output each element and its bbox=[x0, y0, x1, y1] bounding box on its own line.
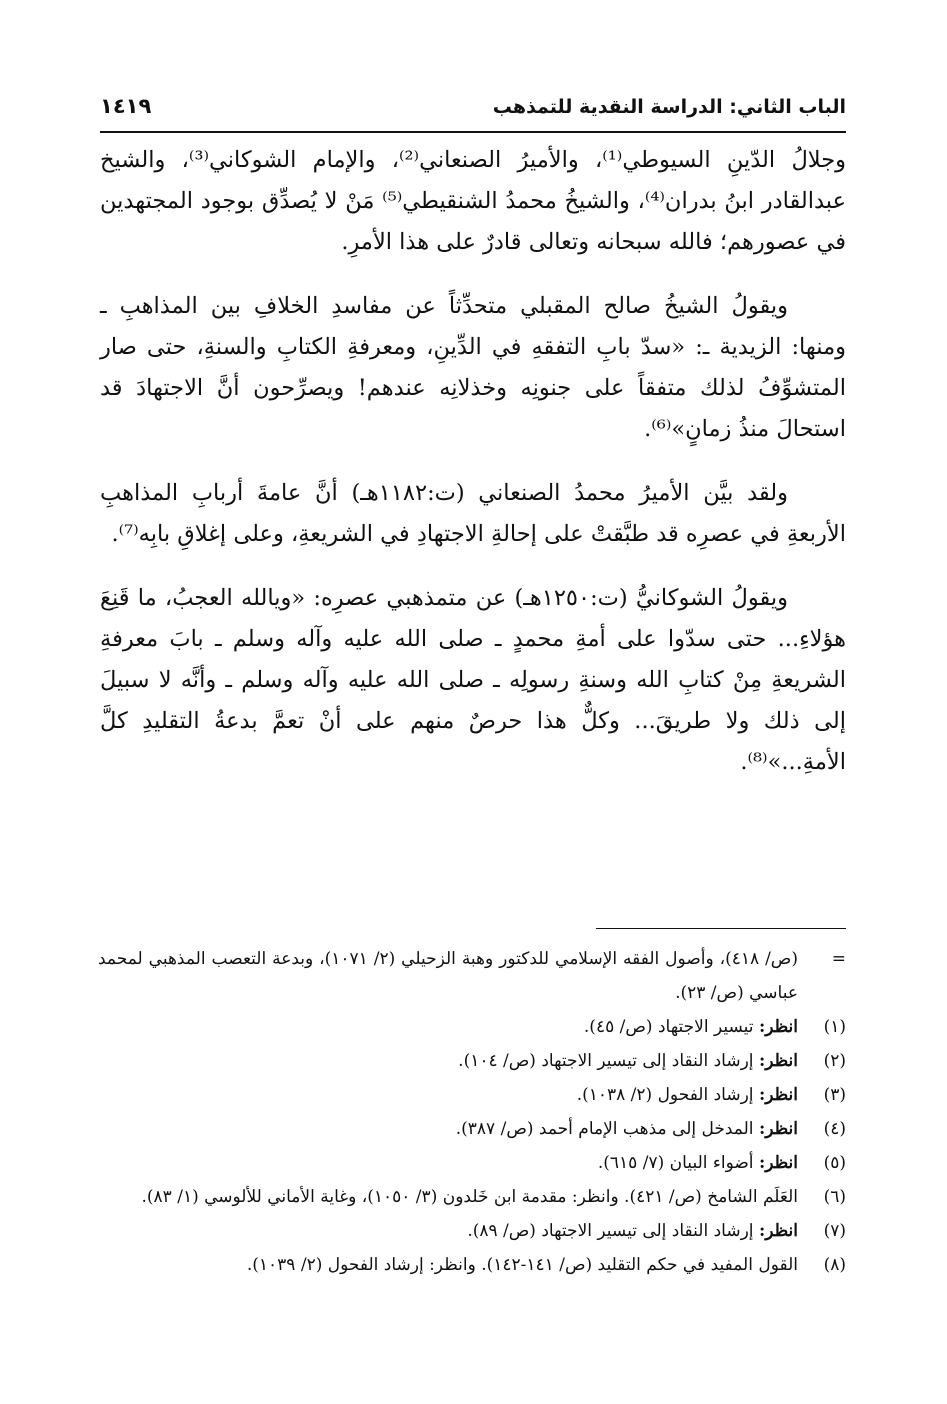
footnote bbox=[98, 1180, 846, 1214]
footnote-lead: انظر: bbox=[758, 1051, 798, 1071]
footnote bbox=[98, 1248, 846, 1282]
header-rule bbox=[100, 131, 846, 133]
footnote-text: القول المفيد في حكم التقليد (ص/ ١٤١-١٤٢). وانظر: إرشاد الفحول (٢/ ١٠٣٩). bbox=[246, 1255, 798, 1275]
footnote-text: إرشاد الفحول (٢/ ١٠٣٨). bbox=[576, 1085, 759, 1105]
footnote-lead: انظر: bbox=[758, 1119, 798, 1139]
footnote-separator bbox=[596, 928, 846, 929]
footnote bbox=[98, 942, 846, 1010]
footnote-marker: (٤) bbox=[823, 1119, 846, 1139]
footnote-text: أضواء البيان (٧/ ٦١٥). bbox=[597, 1153, 759, 1173]
main-text bbox=[100, 140, 846, 806]
footnote-marker: (٥) bbox=[823, 1153, 846, 1173]
footnote-marker: (١) bbox=[823, 1017, 846, 1037]
footnote-lead: انظر: bbox=[758, 1085, 798, 1105]
footnote-marker: (٨) bbox=[823, 1255, 846, 1275]
paragraph: ولقد بيَّن الأميرُ محمدُ الصنعاني (ت:١١٨٢هـ) أنَّ عامةَ أربابِ المذاهبِ الأربعةِ في عصرِه قد طبَّقتْ على إحالةِ الاجتهادِ في الشريعةِ، وعلى إغلاقِ بابِه⁽⁷⁾. bbox=[100, 480, 846, 547]
footnote-lead: انظر: bbox=[758, 1221, 798, 1241]
footnote-marker: (٧) bbox=[823, 1221, 846, 1241]
footnote bbox=[98, 1146, 846, 1180]
chapter-title: الباب الثاني: الدراسة النقدية للتمذهب bbox=[492, 96, 846, 118]
footnote bbox=[98, 1078, 846, 1112]
footnote-text: تيسير الاجتهاد (ص/ ٤٥). bbox=[583, 1017, 759, 1037]
footnote bbox=[98, 1112, 846, 1146]
footnote-marker: = bbox=[831, 949, 846, 969]
footnote-text: العَلَم الشامخ (ص/ ٤٢١). وانظر: مقدمة ابن خَلدون (٣/ ١٠٥٠)، وغاية الأماني للألوسي (١/ ٨٣). bbox=[141, 1187, 798, 1207]
footnotes bbox=[98, 942, 846, 1282]
paragraph: ويقولُ الشوكانيُّ (ت:١٢٥٠هـ) عن متمذهبي عصرِه: «ويالله العجبُ، ما قَنِعَ هؤلاءِ... حتى سدّوا على أمةِ محمدٍ ـ صلى الله عليه وآله وسلم ـ بابَ معرفةِ الشريعةِ مِنْ كتابِ الله وسنةِ رسولِه ـ صلى الله عليه وآله وسلم ـ وأنَّه لا سبيلَ إلى ذلك ولا طريقَ... وكلٌّ هذا حرصٌ منهم على أنْ تعمَّ بدعةُ التقليدِ كلَّ الأمةِ...»⁽⁸⁾. bbox=[100, 585, 846, 775]
paragraph: وجلالُ الدّينِ السيوطي⁽¹⁾، والأميرُ الصنعاني⁽²⁾، والإمام الشوكاني⁽³⁾، والشيخ عبدالقادر ابنُ بدران⁽⁴⁾، والشيخُ محمدُ الشنقيطي⁽⁵⁾ مَنْ لا يُصدِّق بوجود المجتهدين في عصورهم؛ فالله سبحانه وتعالى قادرٌ على هذا الأمرِ. bbox=[100, 147, 846, 255]
footnote bbox=[98, 1214, 846, 1248]
footnote-lead: انظر: bbox=[758, 1153, 798, 1173]
paragraph: ويقولُ الشيخُ صالح المقبلي متحدِّثاً عن مفاسدِ الخلافِ بين المذاهبِ ـ ومنها: الزيدية ـ: «سدّ بابِ التفقهِ في الدِّينِ، ومعرفةِ الكتابِ والسنةِ، حتى صار المتشوِّفُ لذلك متفقاً على جنونِه وخذلانِه عندهم! ويصرِّحون أنَّ الاجتهادَ قد استحالَ منذُ زمانٍ»⁽⁶⁾. bbox=[100, 293, 846, 442]
footnote-text: إرشاد النقاد إلى تيسير الاجتهاد (ص/ ٨٩). bbox=[467, 1221, 759, 1241]
footnote-text: (ص/ ٤١٨)، وأصول الفقه الإسلامي للدكتور وهبة الزحيلي (٢/ ١٠٧١)، وبدعة التعصب المذهبي لمحمد عباسي (ص/ ٢٣). bbox=[98, 949, 798, 1003]
footnote bbox=[98, 1044, 846, 1078]
footnote-marker: (٣) bbox=[823, 1085, 846, 1105]
footnote-text: المدخل إلى مذهب الإمام أحمد (ص/ ٣٨٧). bbox=[455, 1119, 759, 1139]
footnote bbox=[98, 1010, 846, 1044]
running-header bbox=[100, 96, 846, 128]
footnote-marker: (٢) bbox=[823, 1051, 846, 1071]
footnote-lead: انظر: bbox=[758, 1017, 798, 1037]
page-number: ١٤١٩ bbox=[100, 94, 152, 118]
footnote-text: إرشاد النقاد إلى تيسير الاجتهاد (ص/ ١٠٤). bbox=[458, 1051, 759, 1071]
footnote-marker: (٦) bbox=[823, 1187, 846, 1207]
